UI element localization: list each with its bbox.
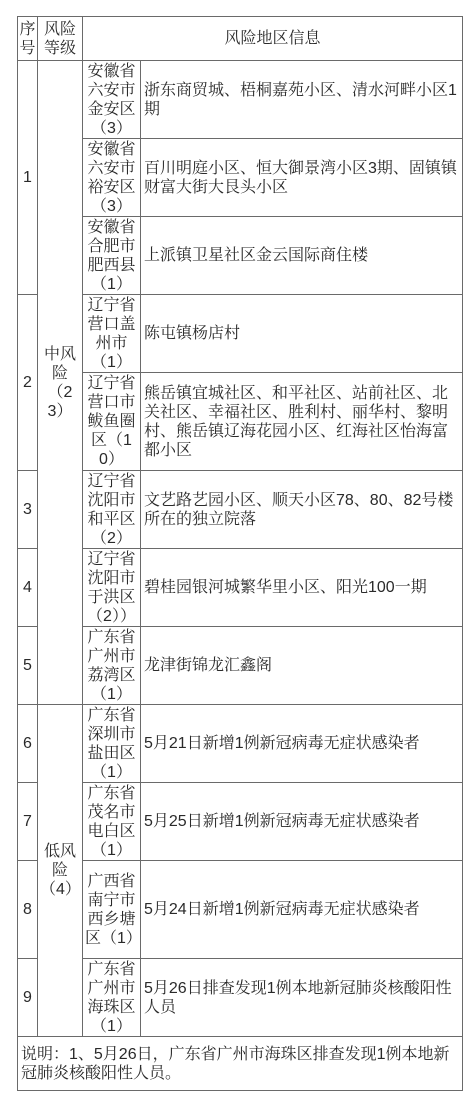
seq-cell: 5 xyxy=(18,627,38,705)
region-cell: 辽宁省营口盖州市（1） xyxy=(83,295,141,373)
area-details-cell: 5月25日新增1例新冠病毒无症状感染者 xyxy=(141,783,463,861)
region-cell: 安徽省六安市金安区（3） xyxy=(83,61,141,139)
area-details-cell: 5月24日新增1例新冠病毒无症状感染者 xyxy=(141,861,463,959)
region-cell: 安徽省合肥市肥西县（1） xyxy=(83,217,141,295)
region-cell: 广东省广州市海珠区（1） xyxy=(83,959,141,1037)
area-details-cell: 上派镇卫星社区金云国际商住楼 xyxy=(141,217,463,295)
region-cell: 广西省南宁市西乡塘区（1） xyxy=(83,861,141,959)
region-cell: 辽宁省沈阳市和平区（2） xyxy=(83,471,141,549)
table-row xyxy=(18,549,463,627)
area-details-cell: 百川明庭小区、恒大御景湾小区3期、固镇镇财富大街大艮头小区 xyxy=(141,139,463,217)
table-row xyxy=(18,861,463,959)
area-details-cell: 5月21日新增1例新冠病毒无症状感染者 xyxy=(141,705,463,783)
risk-level-cell: 低风险（4） xyxy=(38,705,83,1037)
table-row xyxy=(18,705,463,783)
table-row xyxy=(18,627,463,705)
seq-cell: 8 xyxy=(18,861,38,959)
region-cell: 广东省广州市荔湾区（1） xyxy=(83,627,141,705)
region-cell: 广东省深圳市盐田区（1） xyxy=(83,705,141,783)
area-details-cell: 陈屯镇杨店村 xyxy=(141,295,463,373)
header-area-info: 风险地区信息 xyxy=(83,17,463,61)
area-details-cell: 熊岳镇宜城社区、和平社区、站前社区、北关社区、幸福社区、胜利村、丽华村、黎明村、熊岳镇辽海花园小区、红海社区怡海富都小区 xyxy=(141,373,463,471)
header-seq: 序号 xyxy=(18,17,38,61)
region-cell: 辽宁省沈阳市于洪区（2）） xyxy=(83,549,141,627)
table-row xyxy=(18,783,463,861)
seq-cell: 1 xyxy=(18,61,38,295)
note-cell: 说明：1、5月26日，广东省广州市海珠区排查发现1例本地新冠肺炎核酸阳性人员。 xyxy=(18,1037,463,1091)
seq-cell: 3 xyxy=(18,471,38,549)
seq-cell: 6 xyxy=(18,705,38,783)
area-details-cell: 浙东商贸城、梧桐嘉苑小区、清水河畔小区1期 xyxy=(141,61,463,139)
seq-cell: 2 xyxy=(18,295,38,471)
table-row xyxy=(18,217,463,295)
risk-level-cell: 中风险（23） xyxy=(38,61,83,705)
area-details-cell: 碧桂园银河城繁华里小区、阳光100一期 xyxy=(141,549,463,627)
seq-cell: 9 xyxy=(18,959,38,1037)
table-row xyxy=(18,373,463,471)
table-row xyxy=(18,295,463,373)
seq-cell: 7 xyxy=(18,783,38,861)
header-risk-level: 风险等级 xyxy=(38,17,83,61)
region-cell: 辽宁省营口市鲅鱼圈区（10） xyxy=(83,373,141,471)
note-row xyxy=(18,1037,463,1091)
table-row xyxy=(18,471,463,549)
region-cell: 广东省茂名市电白区（1） xyxy=(83,783,141,861)
table-row xyxy=(18,61,463,139)
area-details-cell: 文艺路艺园小区、顺天小区78、80、82号楼所在的独立院落 xyxy=(141,471,463,549)
area-details-cell: 龙津街锦龙汇鑫阁 xyxy=(141,627,463,705)
area-details-cell: 5月26日排查发现1例本地新冠肺炎核酸阳性人员 xyxy=(141,959,463,1037)
header-row xyxy=(18,17,463,61)
risk-area-table xyxy=(17,16,463,1091)
table-row xyxy=(18,959,463,1037)
seq-cell: 4 xyxy=(18,549,38,627)
region-cell: 安徽省六安市裕安区（3） xyxy=(83,139,141,217)
table-row xyxy=(18,139,463,217)
